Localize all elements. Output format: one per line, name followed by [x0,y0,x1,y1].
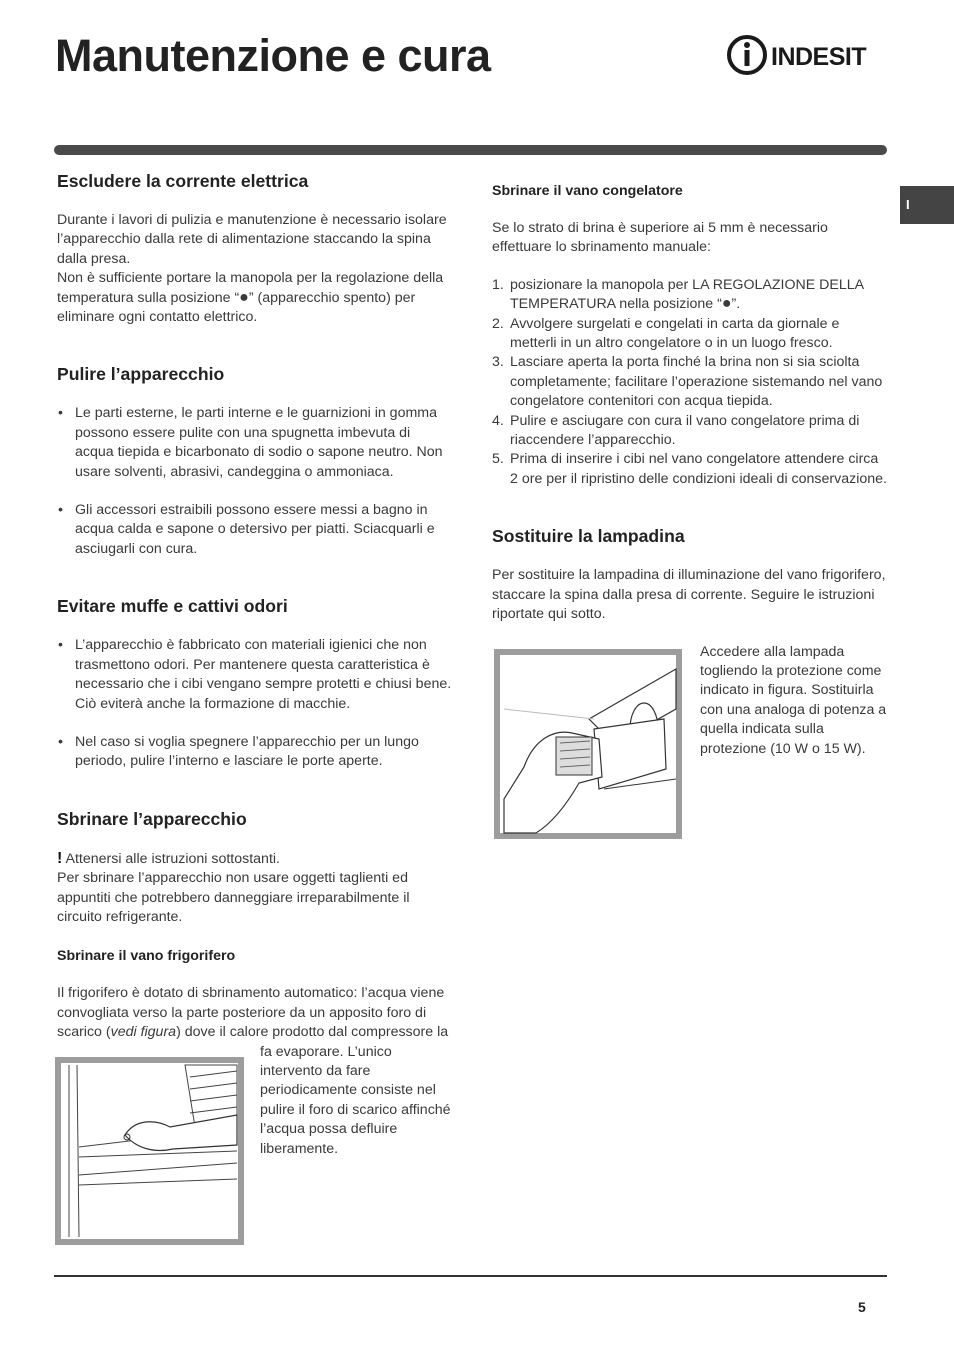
section-defrost-freezer [492,182,888,489]
fridge-drain-hole-illustration [55,1057,244,1245]
section-heading: Evitare muffe e cattivi odori [57,596,288,617]
lamp-cover-illustration [494,649,682,839]
page-number: 5 [858,1299,866,1315]
paragraph: Accedere alla lampada togliendo la protezione come indicato in figura. Sostituirla con una analoga di potenza a quella indicata sulla protezione (10 W o 15 W). [700,643,887,757]
language-tab: I [900,186,954,224]
list-item: 3. Lasciare aperta la porta finché la brina non si sia sciolta completamente; facilitare l’operazione sistemando nel vano congelatore contenitori con acqua tiepida. [492,354,883,410]
list-item: • Le parti esterne, le parti interne e le guarnizioni in gomma possono essere pulite con una spugnetta imbevuta di acqua tiepida e bicarbonato di sodio o sapone neutro. Non usare solventi, abrasivi, candeggina o ammoniaca. [57,404,452,482]
logo-wordmark: INDESIT [771,43,867,71]
warning-icon: ! [57,849,63,867]
page-title: Manutenzione e cura [55,30,491,81]
paragraph: Se lo strato di brina è superiore ai 5 mm è necessario effettuare lo sbrinamento manuale: [492,220,828,256]
section-disconnect-power [57,170,452,327]
sub-heading: Sbrinare il vano frigorifero [57,948,236,965]
numbered-list [492,276,888,489]
section-heading: Sostituire la lampadina [492,526,685,547]
top-divider [54,145,887,155]
section-replace-bulb [492,525,888,759]
paragraph: Durante i lavori di pulizia e manutenzione è necessario isolare l’apparecchio dalla rete di alimentazione staccando la spina dalla presa. [57,212,447,267]
indesit-logo [726,32,888,78]
paragraph: Non è sufficiente portare la manopola per la regolazione della temperatura sulla posizione “●” (apparecchio spento) per eliminare ogni contatto elettrico. [57,270,444,326]
bullet-list [57,636,452,771]
list-item: 4. Pulire e asciugare con cura il vano congelatore prima di riaccendere l’apparecchio. [492,412,860,449]
off-position-symbol: ● [239,288,249,306]
list-item: • Gli accessori estraibili possono essere messi a bagno in acqua calda e sapone o detersivo per piatti. Sciacquarli e asciugarli con cura. [57,501,452,559]
section-heading: Escludere la corrente elettrica [57,171,309,191]
paragraph: Per sbrinare l’apparecchio non usare oggetti taglienti ed appuntiti che potrebbero danneggiare irreparabilmente il circuito refrigerante. [57,870,410,925]
warning-note: ! Attenersi alle istruzioni sottostanti. [57,849,280,867]
section-clean-appliance [57,363,452,559]
section-heading: Sbrinare l’apparecchio [57,808,247,829]
list-item: • Nel caso si voglia spegnere l’apparecchio per un lungo periodo, pulire l’interno e lasciare le porte aperte. [57,733,452,772]
section-avoid-mould [57,595,452,771]
list-item: 2. Avvolgere surgelati e congelati in carta da giornale e metterli in un altro congelatore o in un luogo fresco. [492,315,840,352]
list-item: 5. Prima di inserire i cibi nel vano congelatore attendere circa 2 ore per il ripristino delle condizioni ideali di conservazione. [492,451,887,487]
off-position-symbol: ● [721,295,732,313]
list-item: • L’apparecchio è fabbricato con materiali igienici che non trasmettono odori. Per mantenere questa caratteristica è necessario che i cibi vengano sempre protetti e chiusi bene. Ciò eviterà anche la formazione di macchie. [57,636,452,714]
bottom-divider [54,1275,887,1277]
bullet-list [57,404,452,559]
defrost-fridge-text: Il frigorifero è dotato di sbrinamento automatico: l’acqua viene convogliata verso la parte posteriore da un apposito foro di scarico (vedi figura) dove il calore prodotto dal compressore la fa evaporare. L’unico intervento da fare periodicamente consiste nel pulire il foro di scarico affinché l’acqua possa defluire liberamente. [57,985,451,1157]
paragraph: Per sostituire la lampadina di illuminazione del vano frigorifero, staccare la spina dalla presa di corrente. Seguire le istruzioni riportate qui sotto. [492,567,886,623]
bulb-instructions [492,643,888,759]
section-heading: Pulire l’apparecchio [57,364,225,385]
right-column [492,182,888,843]
sub-heading: Sbrinare il vano congelatore [492,183,683,199]
list-item: 1. posizionare la manopola per LA REGOLAZIONE DELLA TEMPERATURA nella posizione “●”. [492,276,864,313]
